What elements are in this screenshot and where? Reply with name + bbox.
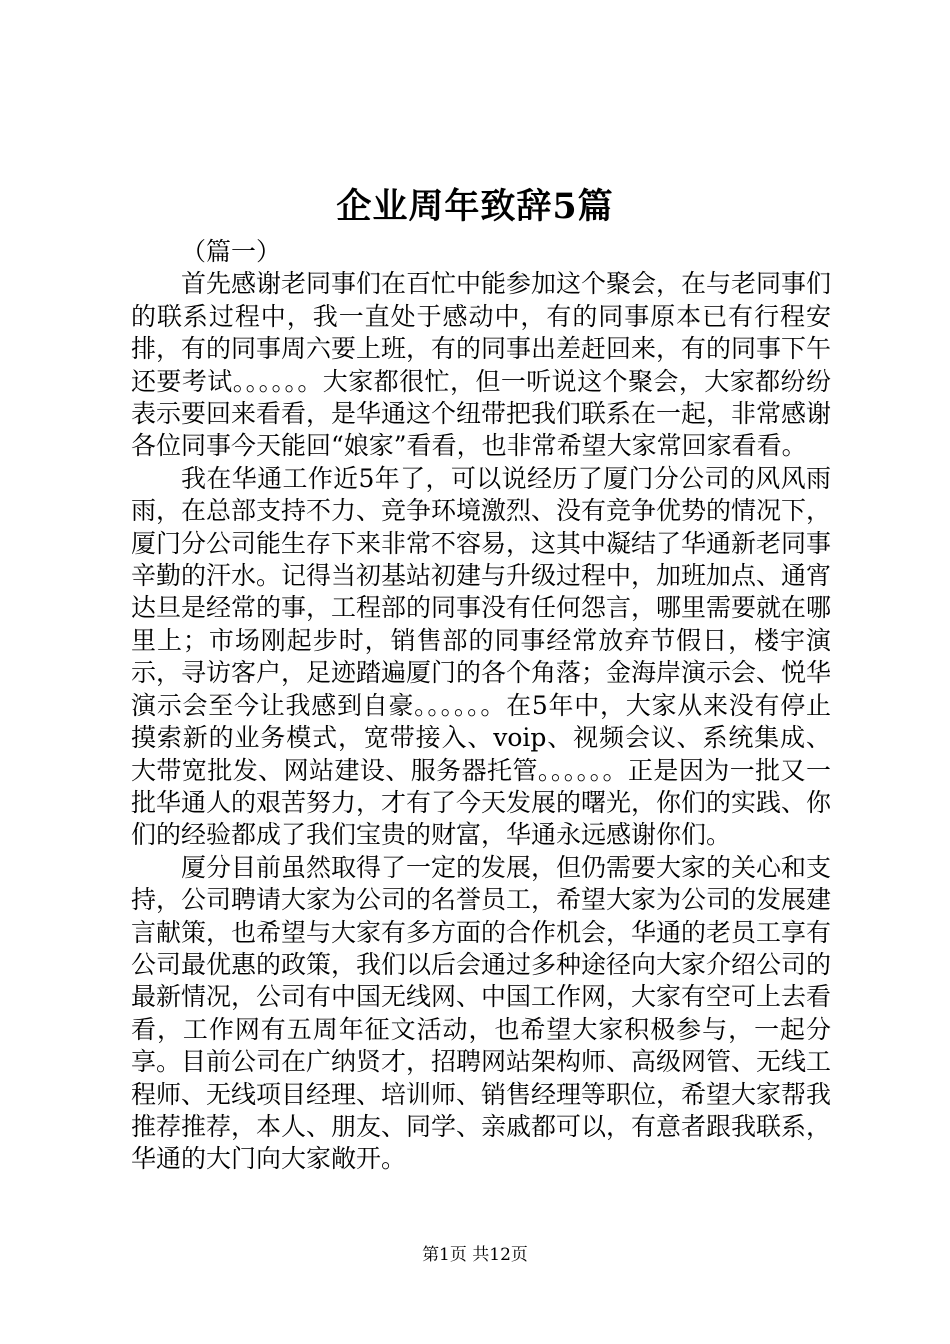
paragraph-3: 厦分目前虽然取得了一定的发展，但仍需要大家的关心和支持，公司聘请大家为公司的名誉员工，希望大家为公司的发展建言献策，也希望与大家有多方面的合作机会，华通的老员工享有公司最优惠的政策，我们以后会通过多种途径向大家介绍公司的最新情况，公司有中国无线网、中国工作网，大家有空可上去看看，工作网有五周年征文活动，也希望大家积极参与，一起分享。目前公司在广纳贤才，招聘网站架构师、高级网管、无线工程师、无线项目经理、培训师、销售经理等职位，希望大家帮我推荐推荐，本人、朋友、同学、亲戚都可以，有意者跟我联系，华通的大门向大家敞开。 [131, 852, 832, 1174]
section-label: （篇一） [181, 237, 282, 266]
paragraph-1: 首先感谢老同事们在百忙中能参加这个聚会，在与老同事们的联系过程中，我一直处于感动中，有的同事原本已有行程安排，有的同事周六要上班，有的同事出差赶回来，有的同事下午还要考试。。。。。。大家都很忙，但一听说这个聚会，大家都纷纷表示要回来看看，是华通这个纽带把我们联系在一起，非常感谢各位同事今天能回“娘家”看看，也非常希望大家常回家看看。 [131, 269, 832, 461]
page-footer: 第1页 共12页 [422, 1245, 528, 1265]
document-body [131, 236, 831, 1176]
document-title: 企业周年致辞5篇 [336, 186, 614, 227]
paragraph-2: 我在华通工作近5年了，可以说经历了厦门分公司的风风雨雨，在总部支持不力、竞争环境激烈、没有竞争优势的情况下，厦门分公司能生存下来非常不容易，这其中凝结了华通新老同事辛勤的汗水。记得当初基站初建与升级过程中，加班加点、通宵达旦是经常的事，工程部的同事没有任何怨言，哪里需要就在哪里上；市场刚起步时，销售部的同事经常放弃节假日，楼宇演示，寻访客户，足迹踏遍厦门的各个角落；金海岸演示会、悦华演示会至今让我感到自豪。。。。。。在5年中，大家从来没有停止摸索新的业务模式，宽带接入、voip、视频会议、系统集成、大带宽批发、网站建设、服务器托管。。。。。。正是因为一批又一批华通人的艰苦努力，才有了今天发展的曙光，你们的实践、你们的经验都成了我们宝贵的财富，华通永远感谢你们。 [131, 463, 832, 850]
